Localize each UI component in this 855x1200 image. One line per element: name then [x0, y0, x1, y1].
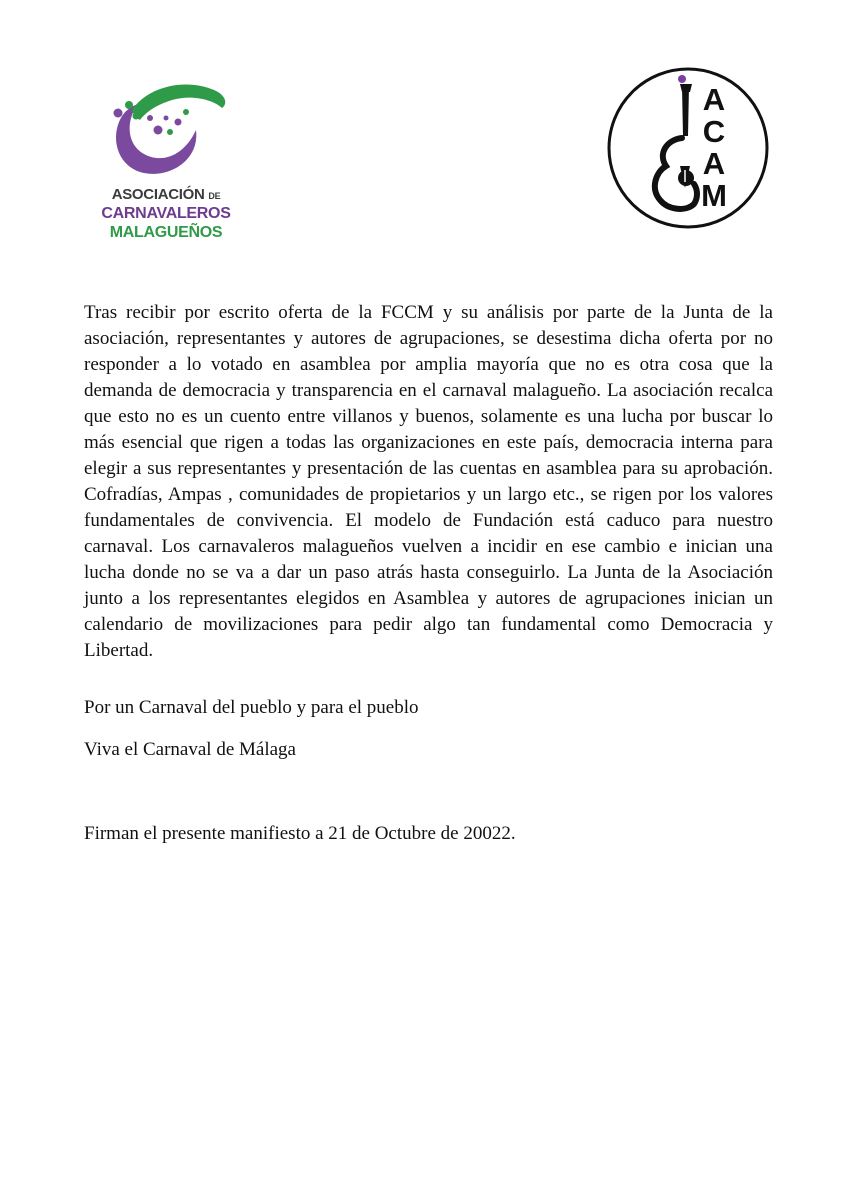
- statement: [84, 300, 773, 847]
- acam-wordmark: [694, 84, 734, 212]
- acam-letter: A: [702, 82, 726, 117]
- acam-logo: [606, 66, 770, 230]
- statement-body: Tras recibir por escrito oferta de la FCCM y su análisis por parte de la Junta de la asociación, representantes y autores de agrupaciones, se desestima dicha oferta por no responder a lo votado en asamblea por amplia mayoría que no es otra cosa que la demanda de democracia y transparencia en el carnaval malagueño. La asociación recalca que esto no es un cuento entre villanos y buenos, solamente es una lucha por buscar lo más esencial que rigen a todas las organizaciones en este país, democracia interna para elegir a sus representantes y presentación de las cuentas en asamblea para su aprobación. Cofradías, Ampas , comunidades de propietarios y un largo etc., se rigen por los valores fundamentales de convivencia. El modelo de Fundación está caduco para nuestro carnaval. Los carnavaleros malagueños vuelven a incidir en ese cambio e inician una lucha donde no se va a dar un paso atrás hasta conseguirlo. La Junta de la Asociación junto a los representantes elegidos en Asamblea y autores de agrupaciones inician un calendario de movilizaciones para pedir algo tan fundamental como Democracia y Libertad.: [84, 302, 773, 661]
- logo-text-carnavaleros: CARNAVALEROS: [101, 205, 231, 222]
- signature-line: Firman el presente manifiesto a 21 de Octubre de 20022.: [84, 823, 516, 844]
- logo-text-asociacion: ASOCIACIÓN DE: [111, 186, 221, 203]
- logo-text-malaguenos: MALAGUEÑOS: [109, 224, 223, 241]
- acam-letter: A: [702, 146, 726, 181]
- slogan-viva-malaga: Viva el Carnaval de Málaga: [84, 739, 296, 760]
- guitar-pen-icon: [606, 66, 770, 230]
- acam-letter: M: [701, 178, 727, 213]
- asociacion-carnavaleros-logo: [86, 62, 246, 262]
- carnival-c-icon: [96, 72, 236, 187]
- acam-letter: C: [702, 114, 726, 149]
- slogan-carnaval-pueblo: Por un Carnaval del pueblo y para el pueblo: [84, 697, 419, 718]
